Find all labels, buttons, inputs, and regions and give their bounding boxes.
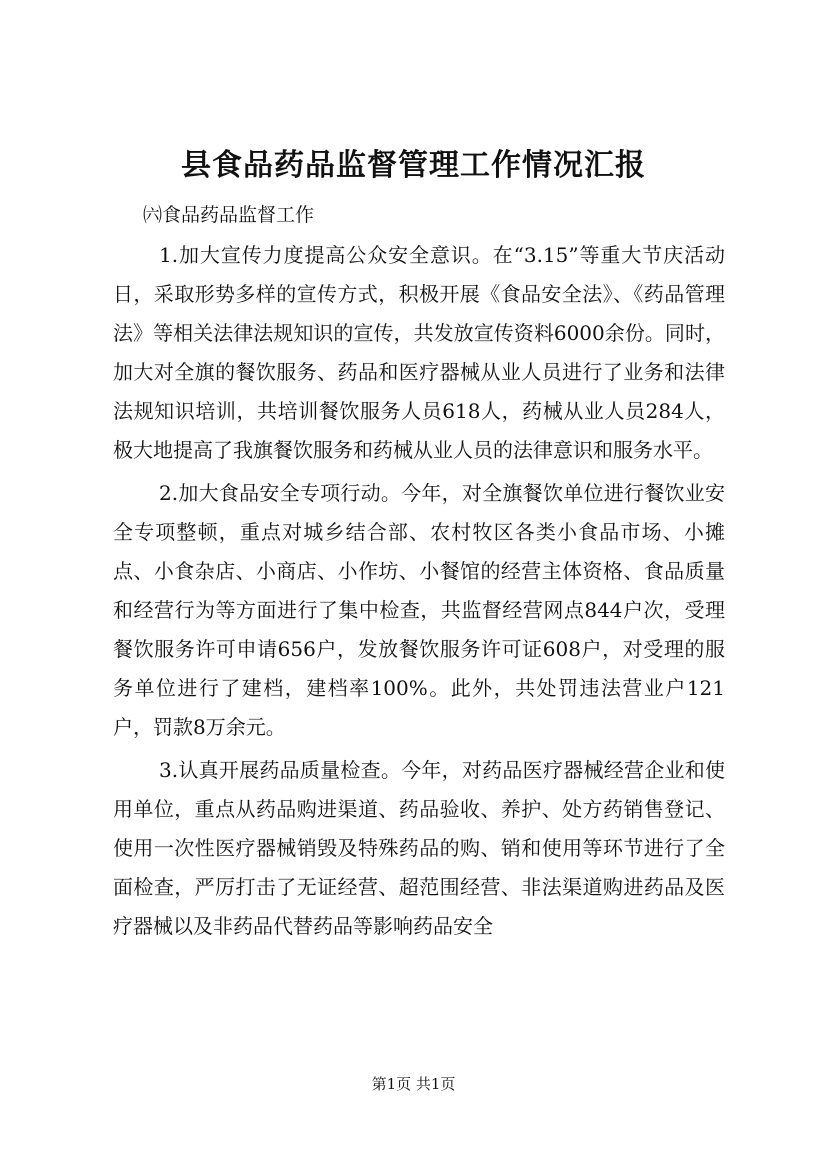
section-heading: ㈥食品药品监督工作 [143,204,315,226]
document-body [113,236,725,950]
document-title: 县食品药品监督管理工作情况汇报 [181,148,646,183]
page-footer: 第1页 共1页 [371,1075,456,1093]
paragraph-drug-quality: 3.认真开展药品质量检查。今年，对药品医疗器械经营企业和使用单位，重点从药品购进渠道、药品验收、养护、处方药销售登记、使用一次性医疗器械销毁及特殊药品的购、销和使用等环节进行了全面检查，严厉打击了无证经营、超范围经营、非法渠道购进药品及医疗器械以及非药品代替药品等影响药品安全 [113,758,725,938]
paragraph-publicity: 1.加大宣传力度提高公众安全意识。在“3.15”等重大节庆活动日，采取形势多样的宣传方式，积极开展《食品安全法》、《药品管理法》等相关法律法规知识的宣传，共发放宣传资料6000余份。同时，加大对全旗的餐饮服务、药品和医疗器械从业人员进行了业务和法律法规知识培训，共培训餐饮服务人员618人，药械从业人员284人，极大地提高了我旗餐饮服务和药械从业人员的法律意识和服务水平。 [113,243,725,462]
paragraph-food-safety: 2.加大食品安全专项行动。今年，对全旗餐饮单位进行餐饮业安全专项整顿，重点对城乡结合部、农村牧区各类小食品市场、小摊点、小食杂店、小商店、小作坊、小餐馆的经营主体资格、食品质量和经营行为等方面进行了集中检查，共监督经营网点844户次，受理餐饮服务许可申请656户，发放餐饮服务许可证608户，对受理的服务单位进行了建档，建档率100%。此外，共处罚违法营业户121户，罚款8万余元。 [113,481,725,739]
